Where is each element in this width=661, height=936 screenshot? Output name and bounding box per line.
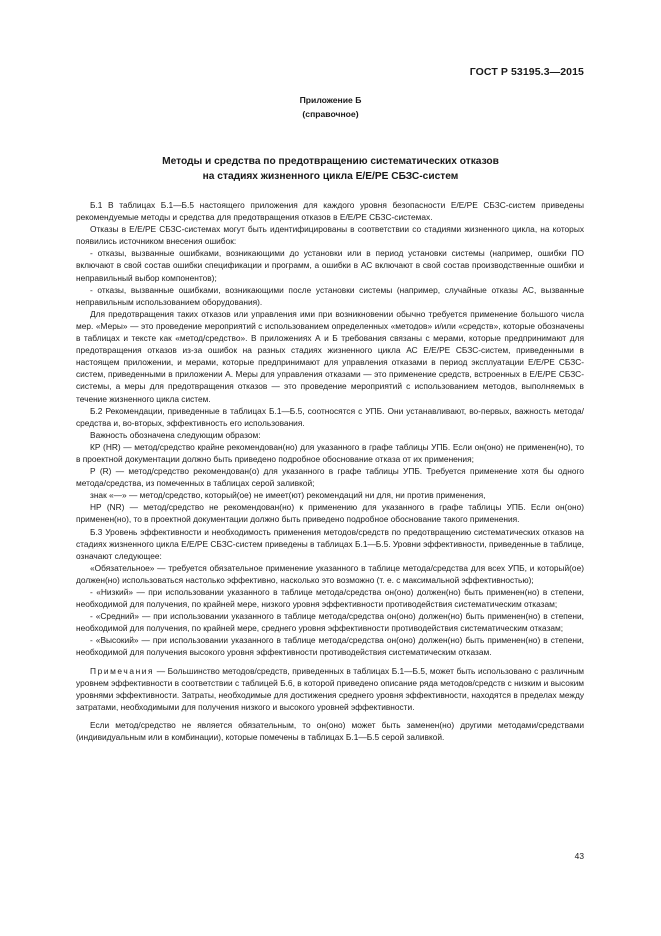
definition-item: КР (HR) — метод/средство крайне рекомендован(но) для указанного в графе таблицы УПБ. Если он(оно) не применен(но), то в проектной документации должно быть приведено подробное обоснование отказа от их применения;: [76, 441, 584, 464]
paragraph: Отказы в E/E/PE СБЗС-системах могут быть идентифицированы в соответствии со стадиями жизненного цикла, на которых появились источником внесения ошибок:: [76, 224, 584, 247]
list-item: - «Высокий» — при использовании указанного в таблице метода/средства он(оно) должен(но) быть применен(но) в степени, необходимой для получения высокого уровня эффективности противодействия систематическим отказам.: [76, 635, 584, 658]
annex-title: Приложение Б: [299, 95, 362, 105]
document-body: [76, 199, 584, 743]
definition-item: НР (NR) — метод/средство не рекомендован(но) к применению для указанного в графе таблицы УПБ. Если он(оно) применен(но), то в проектной документации должно быть приведено подробное обоснование такого применения.: [76, 502, 584, 525]
note-text: — Большинство методов/средств, приведенных в таблицах Б.1—Б.5, может быть использовано с различным уровнем эффективности в соответствии с таблицей Б.6, в которой приведено описание ряда методов/средств с низким и высоким уровнями эффективности. Затраты, необходимые для достижения среднего уровня эффективности, находятся в пределах между затратами, необходимыми для получения низкого и высокого уровней эффективности.: [76, 665, 584, 712]
page-number: 43: [574, 851, 584, 861]
list-item: - отказы, вызванные ошибками, возникающими после установки системы (например, случайные отказы АС, вызванные неправильным использованием оборудования).: [76, 284, 584, 307]
list-item: - отказы, вызванные ошибками, возникающими до установки или в период установки системы (например, ошибки ПО включают в свой состав ошибки спецификации и программ, а ошибки в АС включают в свой состав производственные ошибки и неправильный выбор компонентов);: [76, 248, 584, 283]
list-item: - «Средний» — при использовании указанного в таблице метода/средства он(оно) должен(но) быть применен(но) в степени, необходимой для получения, по крайней мере, среднего уровня эффективности противодействия систематическим отказам;: [76, 611, 584, 634]
list-item: - «Низкий» — при использовании указанного в таблице метода/средства он(оно) должен(но) быть применен(но) в степени, необходимой для получения, по крайней мере, низкого уровня эффективности противодействия систематическим отказам;: [76, 587, 584, 610]
definition-item: «Обязательное» — требуется обязательное применение указанного в таблице метода/средства для всех УПБ, и который(ое) должен(но) использоваться настолько эффективно, насколько это возможно (т. е. с максимальной эффективностью);: [76, 562, 584, 585]
paragraph: Б.1 В таблицах Б.1—Б.5 настоящего приложения для каждого уровня безопасности E/E/PE СБЗС-систем приведены рекомендуемые методы и средства для предотвращения отказов в E/E/PE СБЗС-системах.: [76, 200, 584, 223]
section-title-line1: Методы и средства по предотвращению систематических отказов: [162, 156, 499, 167]
annex-subtitle: (справочное): [302, 109, 359, 119]
definition-item: знак «—» — метод/средство, который(ое) не имеет(ют) рекомендаций ни для, ни против применения,: [90, 490, 486, 501]
note: [76, 665, 584, 713]
note-label: Примечания: [90, 665, 155, 676]
definition-item: Р (R) — метод/средство рекомендован(о) для указанного в графе таблицы УПБ. Требуется применение хотя бы одного метода/средства, из помеченных в таблицах серой заливкой;: [76, 466, 584, 489]
paragraph: Для предотвращения таких отказов или управления ими при возникновении обычно требуется применение большого числа мер. «Меры» — это проведение мероприятий с использованием определенных «методов» и/или «средств», которые обозначены в таблицах и тексте как «метод/средство». В приложениях А и Б требования связаны с мерами, которые предпринимают для предотвращения отказов из-за ошибок на разных стадиях жизненного цикла АС E/E/PE СБЗС-систем, приведенными в настоящем приложении, и мерами, которые предпринимают для управления отказами в период эксплуатации E/E/PE СБЗС-систем, приведенными в приложении А. Меры для управления отказами — это применение средств, встроенных в E/E/PE СБЗС-системы, а меры для предотвращения отказов — это проведение мероприятий с использованием методов, выполняемых в течение жизненного цикла систем.: [76, 308, 584, 404]
paragraph: Если метод/средство не является обязательным, то он(оно) может быть заменен(но) другими методами/средствами (индивидуальным или в комбинации), которые помечены в таблицах Б.1—Б.5 серой заливкой.: [76, 719, 584, 743]
standard-header: ГОСТ Р 53195.3—2015: [469, 66, 584, 78]
section-title-line2: на стадиях жизненного цикла E/E/PE СБЗС-систем: [202, 171, 459, 182]
paragraph: Важность обозначена следующим образом:: [90, 429, 261, 440]
paragraph: Б.2 Рекомендации, приведенные в таблицах Б.1—Б.5, соотносятся с УПБ. Они устанавливают, во-первых, важность метода/средства и, во-вторых, эффективность его использования.: [76, 405, 584, 428]
paragraph: Б.3 Уровень эффективности и необходимость применения методов/средств по предотвращению систематических отказов на стадиях жизненного цикла E/E/PE СБЗС-систем приведены в таблицах Б.1—Б.5. Уровни эффективности, приведенные в таблице, означают следующее:: [76, 526, 584, 561]
